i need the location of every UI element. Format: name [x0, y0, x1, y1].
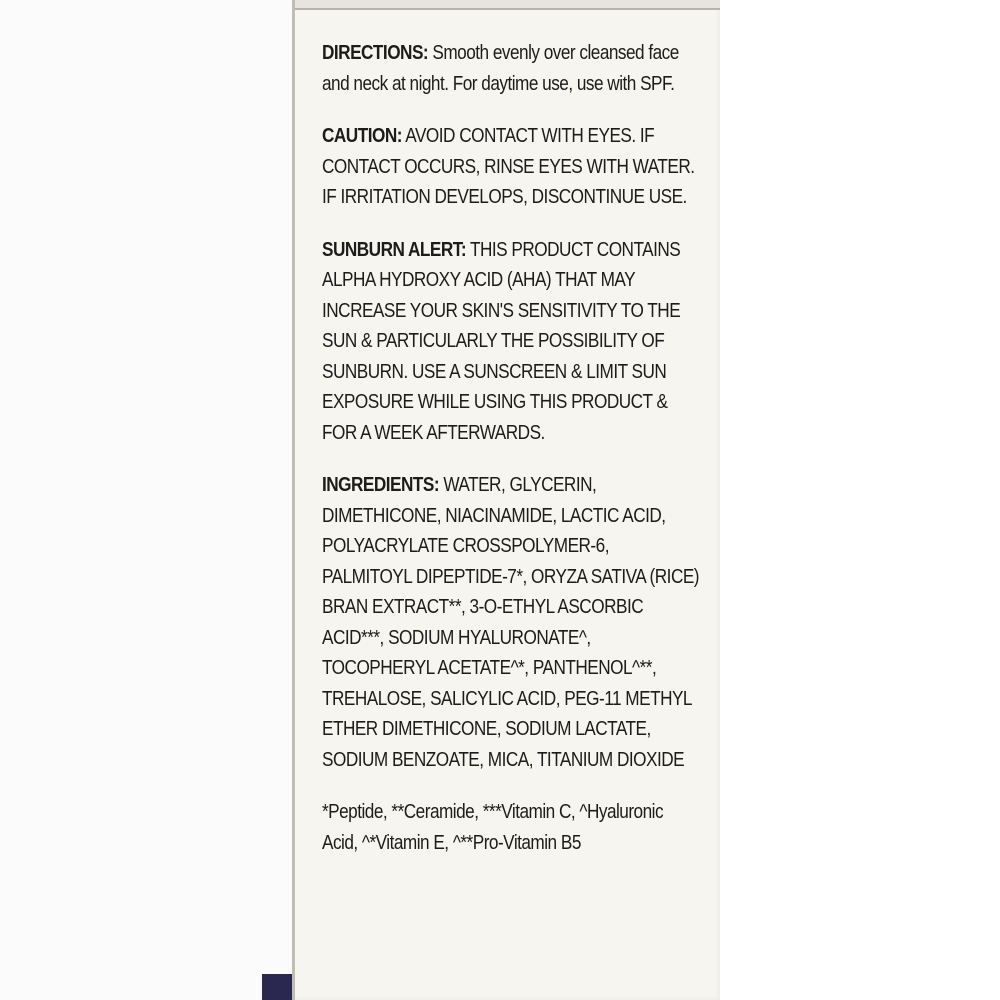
- caution-heading: CAUTION:: [322, 125, 402, 147]
- caution-block: [322, 121, 700, 213]
- box-corner-accent: [262, 974, 292, 1000]
- directions-heading: DIRECTIONS:: [322, 42, 429, 64]
- sunburn-alert-heading: SUNBURN ALERT:: [322, 238, 467, 261]
- footnotes: *Peptide, **Ceramide, ***Vitamin C, ^Hyaluronic Acid, ^*Vitamin E, ^**Pro-Vitamin B5: [322, 801, 664, 854]
- directions-text: Smooth evenly over cleansed face and neck at night. For daytime use, use with SPF.: [322, 42, 679, 95]
- ingredients-text: WATER, GLYCERIN, DIMETHICONE, NIACINAMIDE, LACTIC ACID, POLYACRYLATE CROSSPOLYMER-6, PALMITOYL DIPEPTIDE-7*, ORYZA SATIVA (RICE) BRAN EXTRACT**, 3-O-ETHYL ASCORBIC ACID***, SODIUM HYALURONATE^, TOCOPHERYL ACETATE^*, PANTHENOL^**, TREHALOSE, SALICYLIC ACID, PEG-11 METHYL ETHER DIMETHICONE, SODIUM LACTATE, SODIUM BENZOATE, MICA, TITANIUM DIOXIDE: [322, 474, 700, 771]
- ingredients-heading: INGREDIENTS:: [322, 474, 440, 496]
- box-top-edge: [295, 0, 723, 10]
- label-text: [322, 38, 700, 880]
- background-left: [0, 0, 292, 1000]
- sunburn-alert-text: THIS PRODUCT CONTAINS ALPHA HYDROXY ACID (AHA) THAT MAY INCREASE YOUR SKIN'S SENSITIVITY TO THE SUN & PARTICULARLY THE POSSIBILITY OF SUNBURN. USE A SUNSCREEN & LIMIT SUN EXPOSURE WHILE USING THIS PRODUCT & FOR A WEEK AFTERWARDS.: [322, 238, 681, 444]
- ingredients-block: [322, 470, 700, 775]
- background-right: [720, 0, 1000, 1000]
- sunburn-alert-block: [322, 235, 700, 449]
- directions-block: [322, 38, 700, 99]
- caution-text: AVOID CONTACT WITH EYES. IF CONTACT OCCURS, RINSE EYES WITH WATER. IF IRRITATION DEVELOPS, DISCONTINUE USE.: [322, 125, 695, 208]
